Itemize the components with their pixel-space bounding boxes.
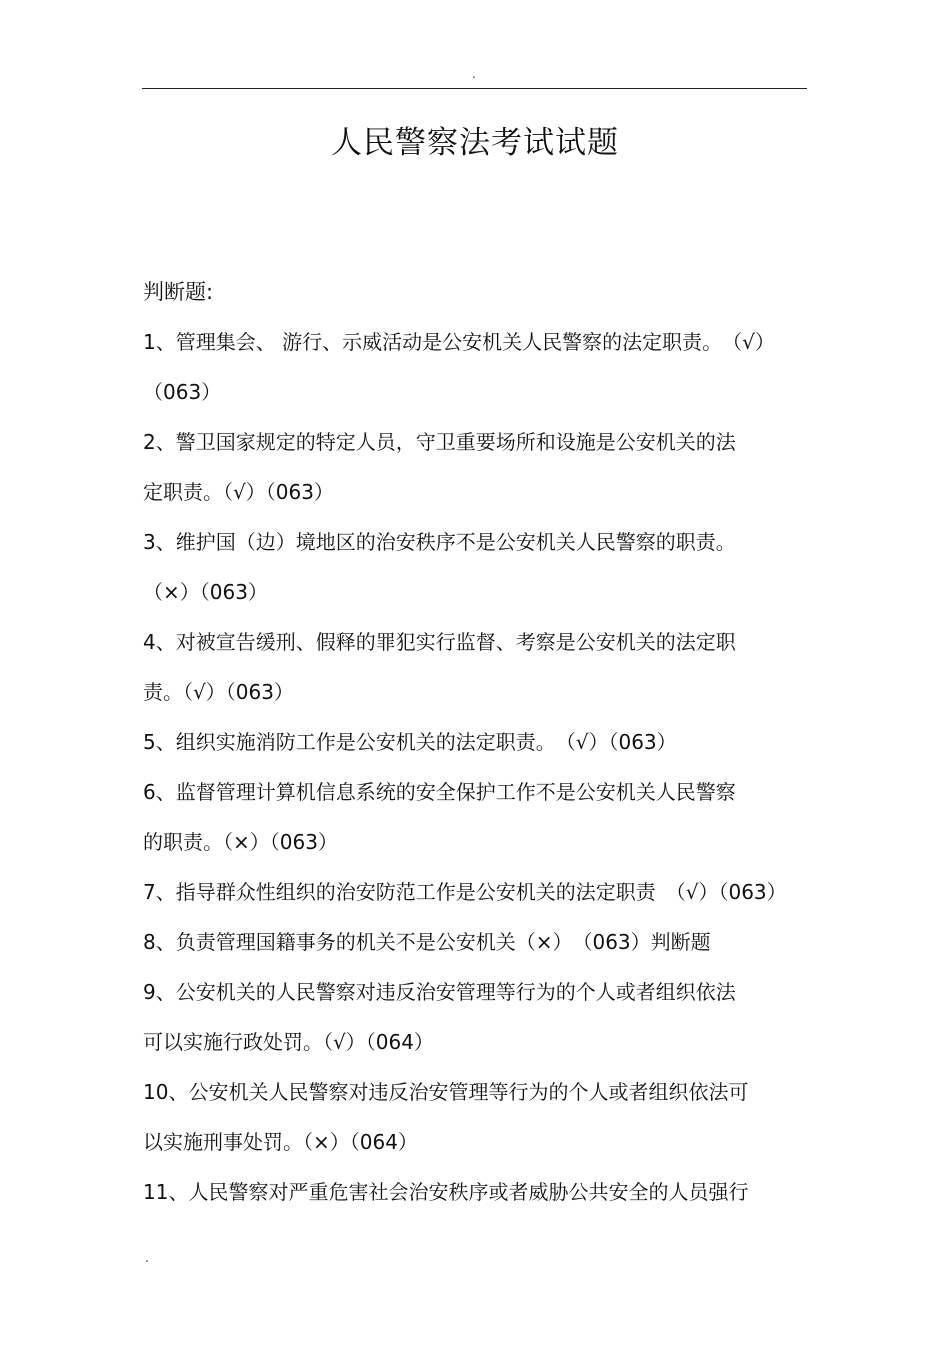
text-line: 可以实施行政处罚。（√）（064） [143, 1030, 434, 1054]
page-title: 人民警察法考试试题 [331, 125, 619, 161]
text-line: 定职责。（√）（063） [143, 480, 334, 504]
text-line: 以实施刑事处罚。（×）（064） [143, 1130, 418, 1154]
text-line: 11、人民警察对严重危害社会治安秩序或者威胁公共安全的人员强行 [143, 1180, 749, 1204]
text-line: 1、管理集会、 游行、示威活动是公安机关人民警察的法定职责。 （√） [143, 330, 775, 354]
section-heading: 判断题: [143, 280, 214, 304]
text-line: 9、公安机关的人民警察对违反治安管理等行为的个人或者组织依法 [143, 980, 736, 1004]
text-line: 8、负责管理国籍事务的机关不是公安机关（×） （063）判断题 [143, 930, 711, 954]
header-rule [142, 88, 807, 89]
text-line: 的职责。（×）（063） [143, 830, 338, 854]
text-line: 7、指导群众性组织的治安防范工作是公安机关的法定职责 （√）（063） [143, 880, 787, 904]
text-line: （063） [143, 380, 222, 404]
text-line: 6、监督管理计算机信息系统的安全保护工作不是公安机关人民警察 [143, 780, 736, 804]
text-line: 责。（√）（063） [143, 680, 294, 704]
text-line: （×）（063） [143, 580, 268, 604]
text-line: 3、维护国（边）境地区的治安秩序不是公安机关人民警察的职责。 [143, 530, 736, 554]
footer-dot: . [145, 1251, 149, 1265]
text-line: 2、警卫国家规定的特定人员，守卫重要场所和设施是公安机关的法 [143, 430, 736, 454]
header-dot: . [472, 67, 476, 81]
text-line: 5、组织实施消防工作是公安机关的法定职责。 （√）（063） [143, 730, 677, 754]
text-line: 4、对被宣告缓刑、假释的罪犯实行监督、考察是公安机关的法定职 [143, 630, 736, 654]
text-line: 10、公安机关人民警察对违反治安管理等行为的个人或者组织依法可 [143, 1080, 749, 1104]
